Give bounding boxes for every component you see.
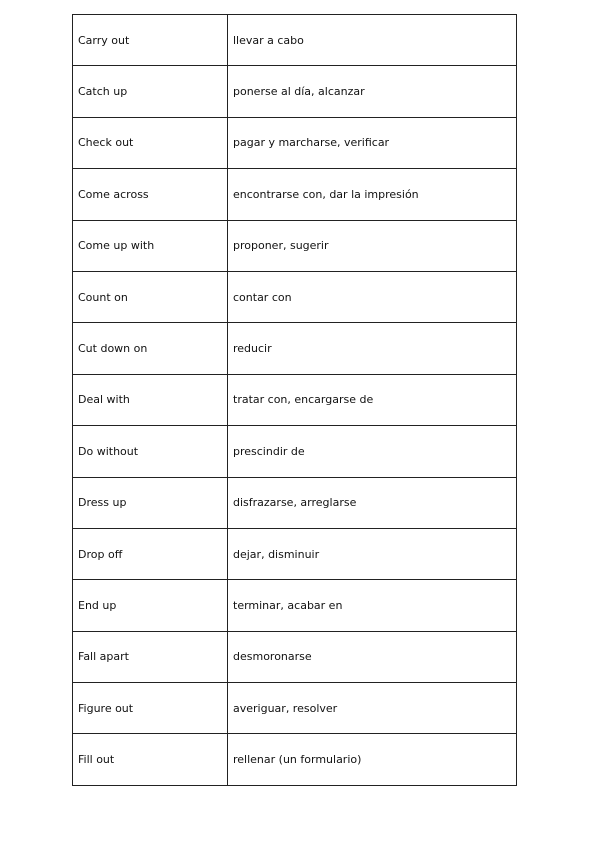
table-row (73, 271, 517, 322)
table-row (73, 220, 517, 271)
spanish-cell: terminar, acabar en (228, 580, 517, 631)
spanish-cell: averiguar, resolver (228, 683, 517, 734)
english-cell: Do without (73, 426, 228, 477)
spanish-cell: ponerse al día, alcanzar (228, 66, 517, 117)
english-cell: Cut down on (73, 323, 228, 374)
english-cell: Fall apart (73, 631, 228, 682)
spanish-cell: contar con (228, 271, 517, 322)
english-cell: Come across (73, 169, 228, 220)
table-row (73, 374, 517, 425)
english-cell: Fill out (73, 734, 228, 785)
table-row (73, 580, 517, 631)
table-row (73, 631, 517, 682)
english-cell: Come up with (73, 220, 228, 271)
table-row (73, 117, 517, 168)
english-cell: Check out (73, 117, 228, 168)
english-cell: End up (73, 580, 228, 631)
spanish-cell: proponer, sugerir (228, 220, 517, 271)
spanish-cell: encontrarse con, dar la impresión (228, 169, 517, 220)
spanish-cell: dejar, disminuir (228, 528, 517, 579)
english-cell: Drop off (73, 528, 228, 579)
spanish-cell: llevar a cabo (228, 15, 517, 66)
table-row (73, 683, 517, 734)
table-row (73, 323, 517, 374)
english-cell: Count on (73, 271, 228, 322)
table-row (73, 426, 517, 477)
english-cell: Dress up (73, 477, 228, 528)
phrasal-verbs-table (72, 14, 517, 786)
spanish-cell: pagar y marcharse, verificar (228, 117, 517, 168)
table-body (73, 15, 517, 786)
table-row (73, 528, 517, 579)
table-row (73, 169, 517, 220)
spanish-cell: rellenar (un formulario) (228, 734, 517, 785)
english-cell: Catch up (73, 66, 228, 117)
spanish-cell: reducir (228, 323, 517, 374)
table-row (73, 15, 517, 66)
table-row (73, 477, 517, 528)
english-cell: Figure out (73, 683, 228, 734)
table-row (73, 734, 517, 785)
spanish-cell: tratar con, encargarse de (228, 374, 517, 425)
english-cell: Carry out (73, 15, 228, 66)
spanish-cell: disfrazarse, arreglarse (228, 477, 517, 528)
spanish-cell: prescindir de (228, 426, 517, 477)
english-cell: Deal with (73, 374, 228, 425)
table-row (73, 66, 517, 117)
spanish-cell: desmoronarse (228, 631, 517, 682)
